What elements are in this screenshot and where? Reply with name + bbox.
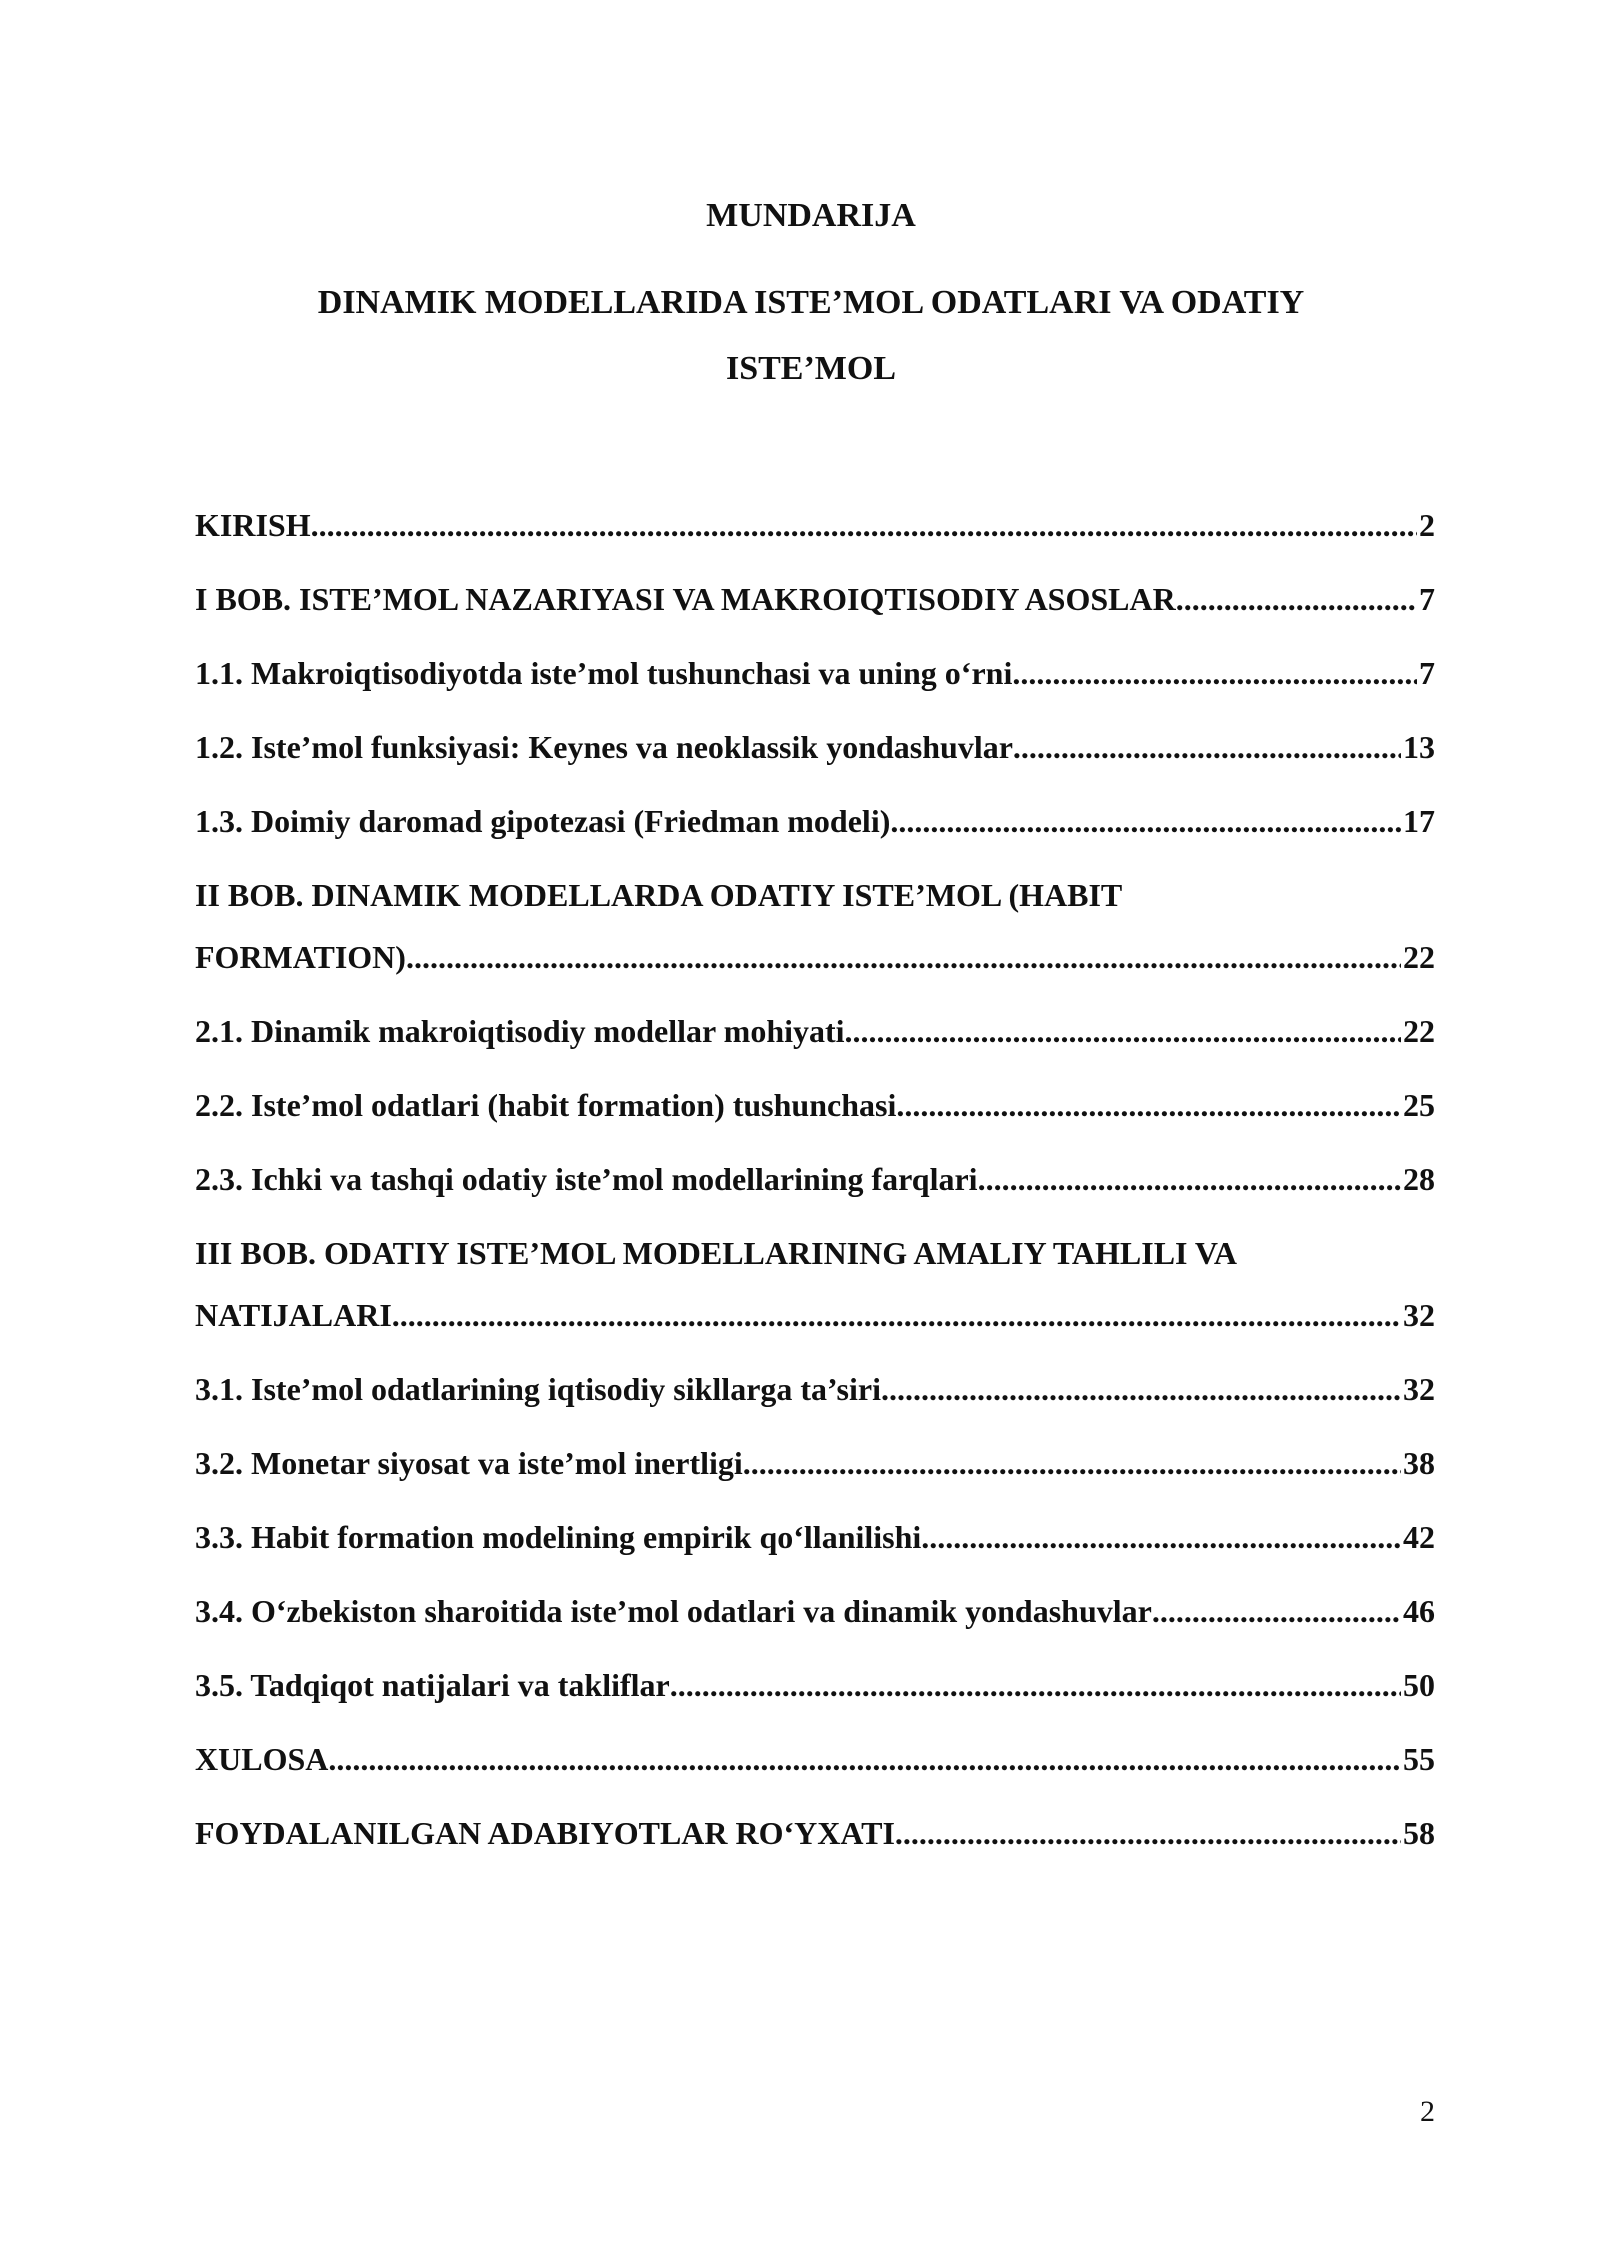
toc-entry-page: 50: [1403, 1667, 1435, 1703]
toc-entry-page: 7: [1419, 581, 1435, 617]
toc-leader-dots: [1152, 1591, 1401, 1631]
toc-entry-title: 2.1. Dinamik makroiqtisodiy modellar mohiyati: [195, 1013, 845, 1049]
toc-entry-title: 1.1. Makroiqtisodiyotda iste’mol tushunchasi va uning o‘rni: [195, 655, 1013, 691]
toc-entry-title: 2.2. Iste’mol odatlari (habit formation) tushunchasi: [195, 1087, 897, 1123]
toc-entry-page: 22: [1403, 1013, 1435, 1049]
toc-leader-dots: [890, 801, 1401, 841]
toc-entry-xulosa[interactable]: [195, 1739, 1435, 1779]
toc-leader-dots: [670, 1665, 1401, 1705]
toc-leader-dots: [1012, 653, 1417, 693]
toc-entry-page: 25: [1403, 1087, 1435, 1123]
toc-entry-title: 1.3. Doimiy daromad gipotezasi (Friedman modeli): [195, 803, 891, 839]
toc-leader-dots: [921, 1517, 1401, 1557]
toc-leader-dots: [881, 1369, 1401, 1409]
toc-entry-3-1[interactable]: [195, 1369, 1435, 1409]
toc-entry-chapter-3[interactable]: [195, 1233, 1435, 1335]
toc-entry-page: 2: [1419, 507, 1435, 543]
toc-entry-title: 1.2. Iste’mol funksiyasi: Keynes va neoklassik yondashuvlar: [195, 729, 1013, 765]
toc-entry-page: 58: [1403, 1815, 1435, 1851]
toc-entry-3-5[interactable]: [195, 1665, 1435, 1705]
page-number: 2: [1420, 2095, 1435, 2128]
toc-entry-page: 55: [1403, 1741, 1435, 1777]
toc-entry-page: 38: [1403, 1445, 1435, 1481]
toc-entry-page: 32: [1403, 1297, 1435, 1333]
toc-entry-page: 7: [1419, 655, 1435, 691]
toc-entry-chapter-2[interactable]: [195, 875, 1435, 977]
toc-leader-dots: [743, 1443, 1401, 1483]
toc-entry-title: 3.5. Tadqiqot natijalari va takliflar: [195, 1667, 670, 1703]
toc-leader-dots: [896, 1085, 1401, 1125]
toc-entry-title: 3.4. O‘zbekiston sharoitida iste’mol odatlari va dinamik yondashuvlar: [195, 1593, 1152, 1629]
toc-entry-2-2[interactable]: [195, 1085, 1435, 1125]
toc-entry-page: 42: [1403, 1519, 1435, 1555]
toc-leader-dots: [406, 937, 1401, 977]
toc-entry-title: I BOB. ISTE’MOL NAZARIYASI VA MAKROIQTISODIY ASOSLAR: [195, 581, 1176, 617]
toc-leader-dots: [1176, 579, 1417, 619]
toc-entry-title: XULOSA: [195, 1741, 329, 1777]
toc-leader-dots: [392, 1295, 1401, 1335]
toc-entry-page: 28: [1403, 1161, 1435, 1197]
toc-entry-bibliography[interactable]: [195, 1813, 1435, 1853]
toc-leader-dots: [978, 1159, 1401, 1199]
toc-entry-title: FOYDALANILGAN ADABIYOTLAR RO‘YXATI: [195, 1815, 895, 1851]
toc-entry-page: 22: [1403, 939, 1435, 975]
toc-leader-dots: [895, 1813, 1401, 1853]
toc-entry-page: 32: [1403, 1371, 1435, 1407]
toc-entry-title: 3.1. Iste’mol odatlarining iqtisodiy sikllarga ta’siri: [195, 1371, 881, 1407]
toc-entry-3-2[interactable]: [195, 1443, 1435, 1483]
toc-entry-2-3[interactable]: [195, 1159, 1435, 1199]
toc-entry-1-1[interactable]: [195, 653, 1435, 693]
toc-entry-page: 13: [1403, 729, 1435, 765]
toc-leader-dots: [1013, 727, 1401, 767]
toc-leader-dots: [311, 505, 1417, 545]
toc-entry-title-first-line: II BOB. DINAMIK MODELLARDA ODATIY ISTE’MOL (HABIT: [195, 877, 1123, 913]
toc-entry-title: FORMATION): [195, 939, 406, 975]
toc-entry-title-first-line: III BOB. ODATIY ISTE’MOL MODELLARINING AMALIY TAHLILI VA: [195, 1235, 1237, 1271]
toc-entry-title: 2.3. Ichki va tashqi odatiy iste’mol modellarining farqlari: [195, 1161, 978, 1197]
toc-leader-dots: [845, 1011, 1401, 1051]
toc-entry-1-2[interactable]: [195, 727, 1435, 767]
toc-entry-title: 3.3. Habit formation modelining empirik qo‘llanilishi: [195, 1519, 922, 1555]
toc-leader-dots: [328, 1739, 1401, 1779]
document-title-line-2: ISTE’MOL: [725, 350, 897, 387]
toc-entry-title: KIRISH: [195, 507, 311, 543]
toc-entry-page: 17: [1403, 803, 1435, 839]
toc-entry-title: NATIJALARI: [195, 1297, 392, 1333]
page-heading: MUNDARIJA: [706, 197, 916, 234]
document-title-line-1: DINAMIK MODELLARIDA ISTE’MOL ODATLARI VA ODATIY: [317, 284, 1305, 321]
toc-entry-2-1[interactable]: [195, 1011, 1435, 1051]
toc-entry-chapter-1[interactable]: [195, 579, 1435, 619]
toc-entry-1-3[interactable]: [195, 801, 1435, 841]
toc-entry-title: 3.2. Monetar siyosat va iste’mol inertligi: [195, 1445, 743, 1481]
toc-entry-page: 46: [1403, 1593, 1435, 1629]
toc-entry-3-4[interactable]: [195, 1591, 1435, 1631]
toc-entry-3-3[interactable]: [195, 1517, 1435, 1557]
toc-entry-kirish[interactable]: [195, 505, 1435, 545]
